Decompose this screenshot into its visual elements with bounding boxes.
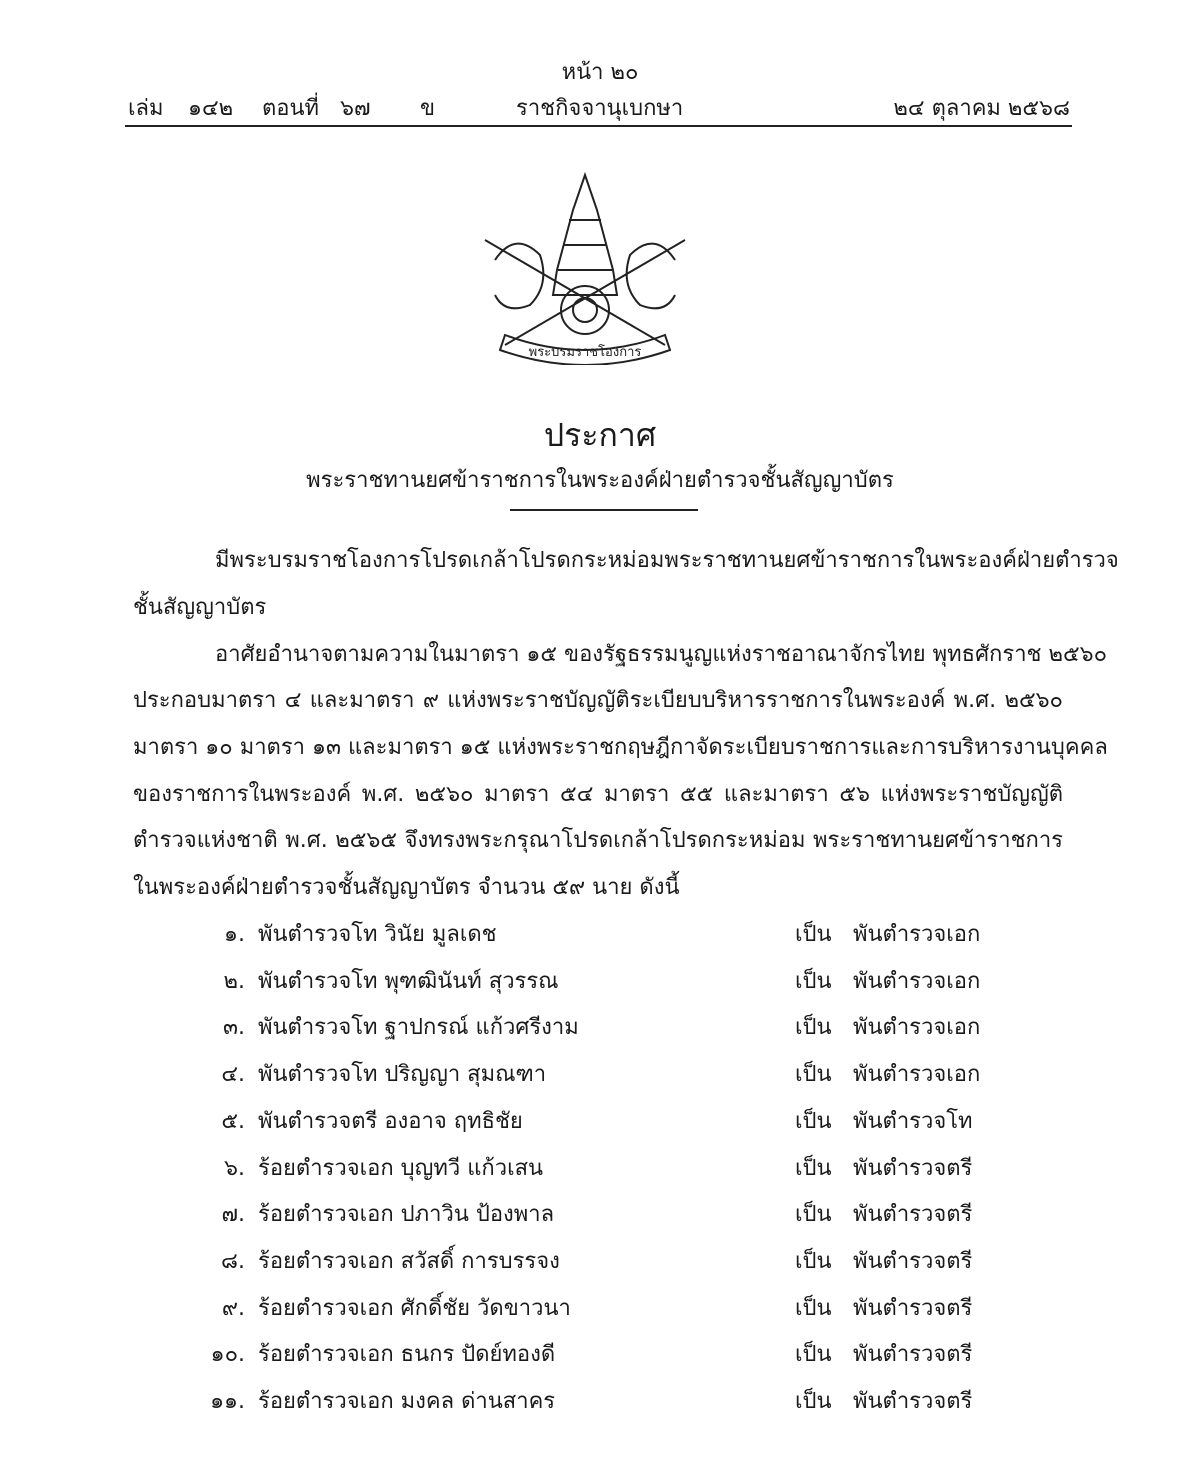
officer-name: ร้อยตำรวจเอก ปภาวิน ป้องพาล — [258, 1202, 555, 1228]
new-rank: พันตำรวจตรี — [853, 1342, 973, 1368]
new-rank: พันตำรวจโท — [853, 1108, 973, 1134]
paragraph-line: มาตรา ๑๐ มาตรา ๑๓ และมาตรา ๑๕ แห่งพระราชกฤษฎีกาจัดระเบียบราชการและการบริหารงานบุคคล — [133, 735, 1108, 760]
paragraph-line: ในพระองค์ฝ่ายตำรวจชั้นสัญญาบัตร จำนวน ๕๙ นาย ดังนี้ — [133, 875, 680, 900]
announcement-title: ประกาศ — [543, 416, 657, 454]
item-number: ๑. — [224, 922, 245, 947]
item-number: ๑๐. — [210, 1342, 245, 1368]
item-number: ๘. — [221, 1248, 245, 1274]
new-rank: พันตำรวจตรี — [853, 1389, 973, 1414]
new-rank: พันตำรวจตรี — [853, 1295, 973, 1321]
officer-name: ร้อยตำรวจเอก ธนกร ปัดย์ทองดี — [258, 1342, 556, 1368]
new-rank: พันตำรวจเอก — [853, 1015, 981, 1041]
to-be-label: เป็น — [795, 1248, 832, 1274]
volume-label: เล่ม — [128, 96, 164, 121]
section-type: ข — [420, 96, 436, 121]
announcement-subtitle: พระราชทานยศข้าราชการในพระองค์ฝ่ายตำรวจชั้นสัญญาบัตร — [306, 468, 894, 493]
new-rank: พันตำรวจเอก — [853, 1062, 981, 1088]
item-number: ๗. — [221, 1202, 245, 1228]
item-number: ๙. — [221, 1295, 245, 1321]
publication-date: ๒๔ ตุลาคม ๒๕๖๘ — [893, 96, 1070, 121]
paragraph-line: ของราชการในพระองค์ พ.ศ. ๒๕๖๐ มาตรา ๕๔ มาตรา ๕๕ และมาตรา ๕๖ แห่งพระราชบัญญัติ — [133, 782, 1063, 807]
item-number: ๖. — [224, 1155, 245, 1181]
title-rule — [510, 509, 698, 511]
officer-name: ร้อยตำรวจเอก สวัสดิ์ การบรรจง — [258, 1248, 560, 1274]
header-rule — [125, 125, 1072, 127]
item-number: ๕. — [221, 1108, 245, 1134]
to-be-label: เป็น — [795, 922, 832, 947]
item-number: ๓. — [222, 1015, 245, 1041]
to-be-label: เป็น — [795, 1202, 832, 1228]
to-be-label: เป็น — [795, 1155, 832, 1181]
officer-name: พันตำรวจโท ปริญญา สุมณฑา — [258, 1062, 547, 1088]
officer-name: พันตำรวจโท วินัย มูลเดช — [258, 922, 497, 947]
paragraph-line: ชั้นสัญญาบัตร — [133, 595, 267, 620]
officer-name: ร้อยตำรวจเอก บุญทวี แก้วเสน — [258, 1155, 544, 1181]
svg-text:พระบรมราชโองการ: พระบรมราชโองการ — [528, 345, 642, 360]
item-number: ๔. — [221, 1062, 245, 1088]
item-number: ๑๑. — [210, 1389, 245, 1414]
new-rank: พันตำรวจเอก — [853, 922, 981, 947]
item-number: ๒. — [223, 968, 245, 994]
to-be-label: เป็น — [795, 1342, 832, 1368]
officer-name: พันตำรวจโท ฐาปกรณ์ แก้วศรีงาม — [258, 1015, 579, 1041]
new-rank: พันตำรวจตรี — [853, 1155, 973, 1181]
new-rank: พันตำรวจเอก — [853, 968, 981, 994]
to-be-label: เป็น — [795, 1389, 832, 1414]
to-be-label: เป็น — [795, 1295, 832, 1321]
new-rank: พันตำรวจตรี — [853, 1202, 973, 1228]
publication-name: ราชกิจจานุเบกษา — [516, 96, 684, 121]
volume-number: ๑๔๒ — [188, 96, 234, 121]
officer-name: พันตำรวจโท พุฑฒินันท์ สุวรรณ — [258, 968, 559, 994]
to-be-label: เป็น — [795, 968, 832, 994]
paragraph-line: มีพระบรมราชโองการโปรดเกล้าโปรดกระหม่อมพระราชทานยศข้าราชการในพระองค์ฝ่ายตำรวจ — [215, 548, 1119, 573]
to-be-label: เป็น — [795, 1062, 832, 1088]
paragraph-line: ตำรวจแห่งชาติ พ.ศ. ๒๕๖๕ จึงทรงพระกรุณาโปรดเกล้าโปรดกระหม่อม พระราชทานยศข้าราชการ — [133, 828, 1063, 853]
to-be-label: เป็น — [795, 1108, 832, 1134]
to-be-label: เป็น — [795, 1015, 832, 1041]
section-label: ตอนที่ — [262, 96, 320, 121]
officer-name: ร้อยตำรวจเอก ศักดิ์ชัย วัดขาวนา — [258, 1295, 571, 1321]
royal-emblem — [465, 170, 705, 365]
page-number: หน้า ๒๐ — [561, 60, 639, 85]
paragraph-line: ประกอบมาตรา ๔ และมาตรา ๙ แห่งพระราชบัญญัติระเบียบบริหารราชการในพระองค์ พ.ศ. ๒๕๖๐ — [133, 688, 1063, 713]
officer-name: พันตำรวจตรี องอาจ ฤทธิชัย — [258, 1108, 523, 1134]
section-number: ๖๗ — [340, 96, 371, 121]
officer-name: ร้อยตำรวจเอก มงคล ด่านสาคร — [258, 1389, 556, 1414]
paragraph-line: อาศัยอำนาจตามความในมาตรา ๑๕ ของรัฐธรรมนูญแห่งราชอาณาจักรไทย พุทธศักราช ๒๕๖๐ — [215, 642, 1108, 667]
new-rank: พันตำรวจตรี — [853, 1248, 973, 1274]
